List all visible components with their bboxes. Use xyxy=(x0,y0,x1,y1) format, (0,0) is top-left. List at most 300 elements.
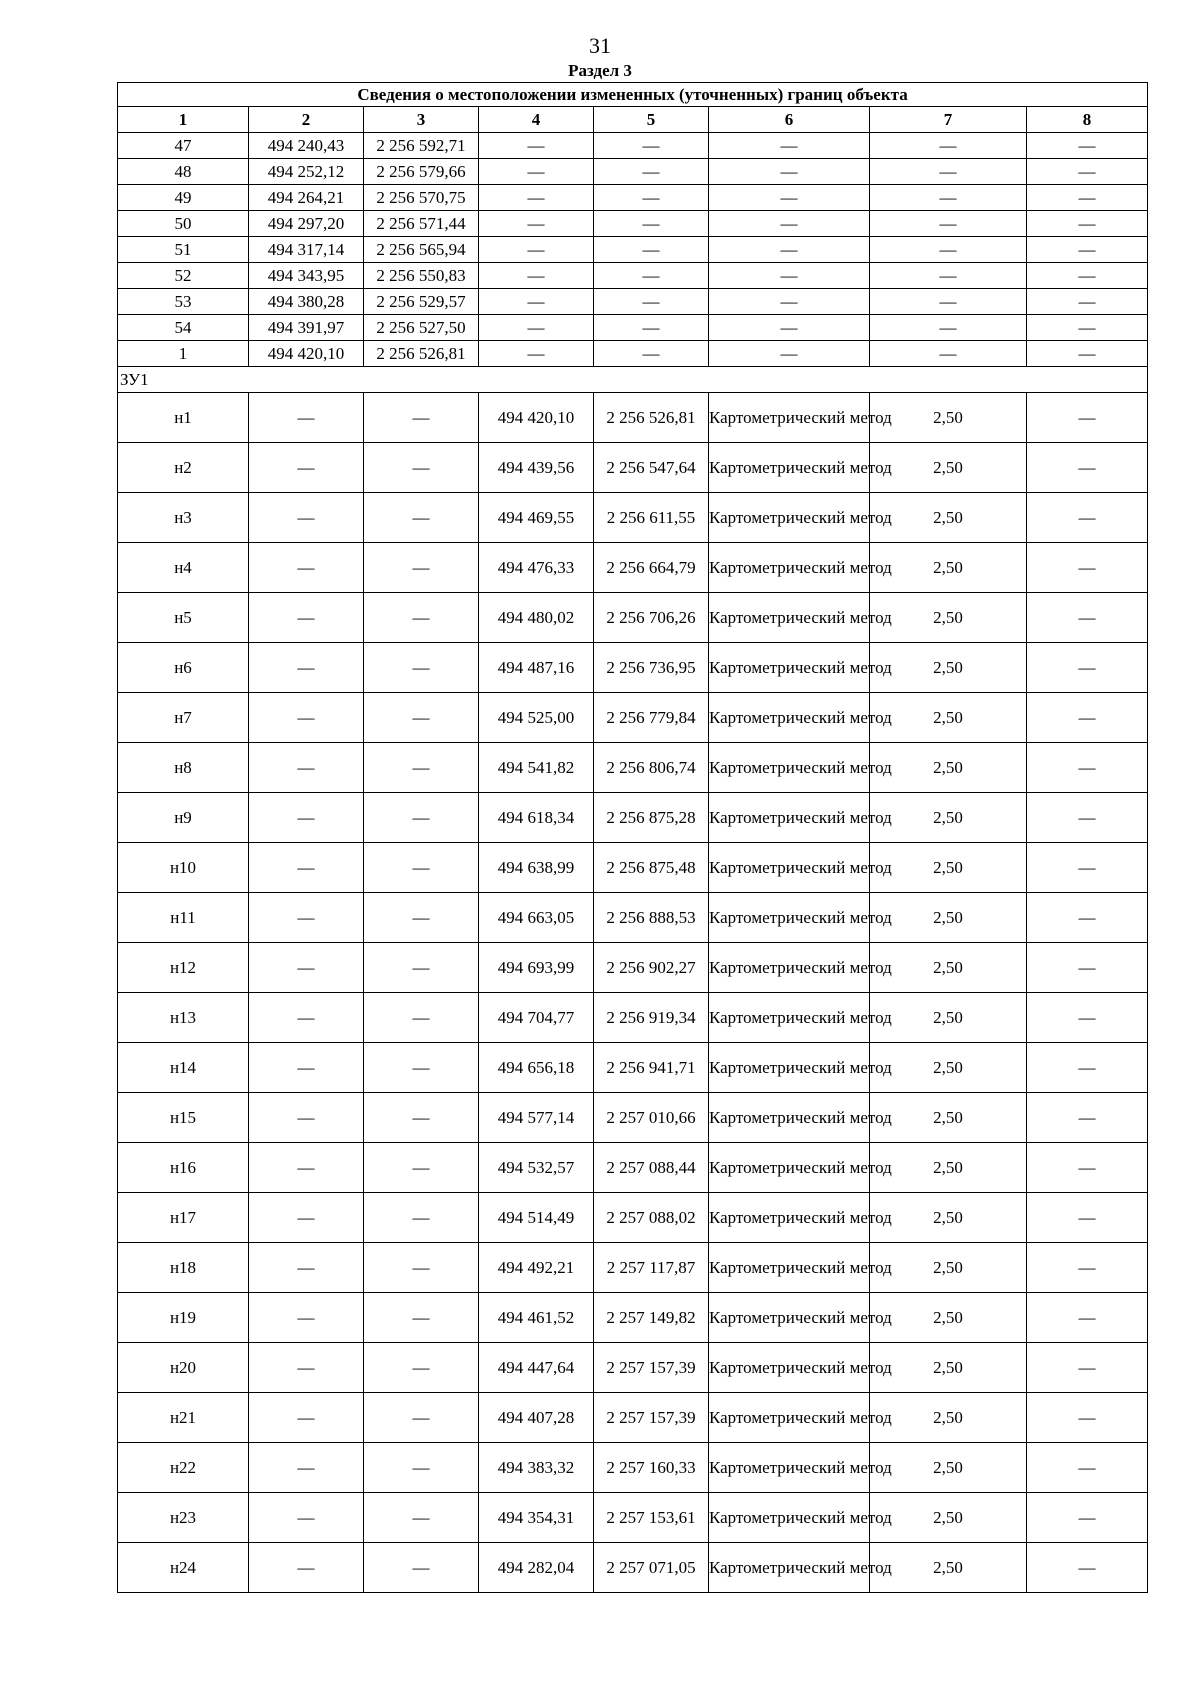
x-coordinate-cell: 494 525,00 xyxy=(479,693,594,743)
accuracy-cell: 2,50 xyxy=(870,1093,1027,1143)
y-coordinate-cell: 2 257 160,33 xyxy=(594,1443,709,1493)
empty-value-cell: — xyxy=(479,211,594,237)
method-cell: Картометрический метод xyxy=(709,1343,870,1393)
empty-value-cell: — xyxy=(594,315,709,341)
point-number-cell: 52 xyxy=(118,263,249,289)
point-number-cell: н14 xyxy=(118,1043,249,1093)
x-coordinate-cell: 494 487,16 xyxy=(479,643,594,693)
y-coordinate-cell: 2 257 071,05 xyxy=(594,1543,709,1593)
empty-value-cell: — xyxy=(1027,693,1148,743)
method-cell: Картометрический метод xyxy=(709,743,870,793)
empty-value-cell: — xyxy=(364,743,479,793)
y-coordinate-cell: 2 256 547,64 xyxy=(594,443,709,493)
empty-value-cell: — xyxy=(1027,1343,1148,1393)
method-cell: Картометрический метод xyxy=(709,1093,870,1143)
accuracy-cell: 2,50 xyxy=(870,1293,1027,1343)
table-row xyxy=(118,1543,1148,1593)
method-cell: Картометрический метод xyxy=(709,943,870,993)
y-coordinate-cell: 2 256 875,48 xyxy=(594,843,709,893)
accuracy-cell: 2,50 xyxy=(870,1493,1027,1543)
empty-value-cell: — xyxy=(479,237,594,263)
empty-value-cell: — xyxy=(1027,1293,1148,1343)
table-row xyxy=(118,1493,1148,1543)
empty-value-cell: — xyxy=(249,643,364,693)
table-row xyxy=(118,893,1148,943)
empty-value-cell: — xyxy=(249,843,364,893)
column-header: 2 xyxy=(249,107,364,133)
x-coordinate-cell: 494 532,57 xyxy=(479,1143,594,1193)
x-coordinate-cell: 494 407,28 xyxy=(479,1393,594,1443)
table-row xyxy=(118,443,1148,493)
empty-value-cell: — xyxy=(479,185,594,211)
method-cell: Картометрический метод xyxy=(709,1443,870,1493)
x-coordinate-cell: 494 514,49 xyxy=(479,1193,594,1243)
point-number-cell: н2 xyxy=(118,443,249,493)
empty-value-cell: — xyxy=(479,133,594,159)
x-coordinate-cell: 494 476,33 xyxy=(479,543,594,593)
column-header: 4 xyxy=(479,107,594,133)
x-coordinate-cell: 494 343,95 xyxy=(249,263,364,289)
empty-value-cell: — xyxy=(364,793,479,843)
method-cell: Картометрический метод xyxy=(709,793,870,843)
point-number-cell: н1 xyxy=(118,393,249,443)
y-coordinate-cell: 2 256 875,28 xyxy=(594,793,709,843)
point-number-cell: 47 xyxy=(118,133,249,159)
empty-value-cell: — xyxy=(364,543,479,593)
method-cell: Картометрический метод xyxy=(709,643,870,693)
empty-value-cell: — xyxy=(364,493,479,543)
table-caption: Сведения о местоположении измененных (уточненных) границ объекта xyxy=(118,83,1148,107)
y-coordinate-cell: 2 257 157,39 xyxy=(594,1343,709,1393)
empty-value-cell: — xyxy=(364,443,479,493)
empty-value-cell: — xyxy=(1027,185,1148,211)
empty-value-cell: — xyxy=(870,133,1027,159)
accuracy-cell: 2,50 xyxy=(870,1443,1027,1493)
y-coordinate-cell: 2 256 611,55 xyxy=(594,493,709,543)
empty-value-cell: — xyxy=(1027,237,1148,263)
table-header-row xyxy=(118,107,1148,133)
empty-value-cell: — xyxy=(249,1143,364,1193)
empty-value-cell: — xyxy=(594,133,709,159)
empty-value-cell: — xyxy=(479,289,594,315)
method-cell: Картометрический метод xyxy=(709,393,870,443)
x-coordinate-cell: 494 420,10 xyxy=(249,341,364,367)
x-coordinate-cell: 494 704,77 xyxy=(479,993,594,1043)
empty-value-cell: — xyxy=(1027,1043,1148,1093)
empty-value-cell: — xyxy=(1027,341,1148,367)
empty-value-cell: — xyxy=(249,1093,364,1143)
x-coordinate-cell: 494 618,34 xyxy=(479,793,594,843)
y-coordinate-cell: 2 256 592,71 xyxy=(364,133,479,159)
empty-value-cell: — xyxy=(1027,643,1148,693)
x-coordinate-cell: 494 469,55 xyxy=(479,493,594,543)
accuracy-cell: 2,50 xyxy=(870,893,1027,943)
empty-value-cell: — xyxy=(364,1143,479,1193)
table-row xyxy=(118,1193,1148,1243)
table-row xyxy=(118,1343,1148,1393)
zone-row xyxy=(118,367,1148,393)
empty-value-cell: — xyxy=(709,211,870,237)
empty-value-cell: — xyxy=(1027,1393,1148,1443)
empty-value-cell: — xyxy=(1027,793,1148,843)
point-number-cell: н5 xyxy=(118,593,249,643)
empty-value-cell: — xyxy=(364,1543,479,1593)
empty-value-cell: — xyxy=(870,211,1027,237)
method-cell: Картометрический метод xyxy=(709,493,870,543)
x-coordinate-cell: 494 638,99 xyxy=(479,843,594,893)
accuracy-cell: 2,50 xyxy=(870,493,1027,543)
empty-value-cell: — xyxy=(249,993,364,1043)
accuracy-cell: 2,50 xyxy=(870,743,1027,793)
x-coordinate-cell: 494 577,14 xyxy=(479,1093,594,1143)
point-number-cell: н21 xyxy=(118,1393,249,1443)
accuracy-cell: 2,50 xyxy=(870,943,1027,993)
table-row xyxy=(118,793,1148,843)
y-coordinate-cell: 2 256 806,74 xyxy=(594,743,709,793)
accuracy-cell: 2,50 xyxy=(870,643,1027,693)
point-number-cell: 49 xyxy=(118,185,249,211)
empty-value-cell: — xyxy=(249,543,364,593)
empty-value-cell: — xyxy=(1027,159,1148,185)
empty-value-cell: — xyxy=(1027,1443,1148,1493)
empty-value-cell: — xyxy=(870,237,1027,263)
method-cell: Картометрический метод xyxy=(709,693,870,743)
empty-value-cell: — xyxy=(479,159,594,185)
table-row xyxy=(118,743,1148,793)
table-row xyxy=(118,843,1148,893)
method-cell: Картометрический метод xyxy=(709,843,870,893)
empty-value-cell: — xyxy=(364,1343,479,1393)
empty-value-cell: — xyxy=(364,1393,479,1443)
empty-value-cell: — xyxy=(1027,993,1148,1043)
y-coordinate-cell: 2 256 571,44 xyxy=(364,211,479,237)
table-row xyxy=(118,643,1148,693)
y-coordinate-cell: 2 257 088,02 xyxy=(594,1193,709,1243)
empty-value-cell: — xyxy=(364,1243,479,1293)
accuracy-cell: 2,50 xyxy=(870,1043,1027,1093)
table-caption-row xyxy=(118,83,1148,107)
empty-value-cell: — xyxy=(1027,289,1148,315)
empty-value-cell: — xyxy=(870,263,1027,289)
column-header: 6 xyxy=(709,107,870,133)
y-coordinate-cell: 2 257 117,87 xyxy=(594,1243,709,1293)
table-row xyxy=(118,1043,1148,1093)
table-row xyxy=(118,211,1148,237)
table-row xyxy=(118,133,1148,159)
point-number-cell: н19 xyxy=(118,1293,249,1343)
method-cell: Картометрический метод xyxy=(709,1293,870,1343)
method-cell: Картометрический метод xyxy=(709,893,870,943)
empty-value-cell: — xyxy=(594,185,709,211)
section-title: Раздел 3 xyxy=(568,61,632,80)
empty-value-cell: — xyxy=(249,1193,364,1243)
table-row xyxy=(118,289,1148,315)
y-coordinate-cell: 2 256 570,75 xyxy=(364,185,479,211)
x-coordinate-cell: 494 541,82 xyxy=(479,743,594,793)
column-header: 8 xyxy=(1027,107,1148,133)
method-cell: Картометрический метод xyxy=(709,1243,870,1293)
point-number-cell: 53 xyxy=(118,289,249,315)
empty-value-cell: — xyxy=(364,393,479,443)
point-number-cell: н6 xyxy=(118,643,249,693)
y-coordinate-cell: 2 256 779,84 xyxy=(594,693,709,743)
accuracy-cell: 2,50 xyxy=(870,793,1027,843)
table-row xyxy=(118,237,1148,263)
method-cell: Картометрический метод xyxy=(709,1493,870,1543)
empty-value-cell: — xyxy=(249,1293,364,1343)
accuracy-cell: 2,50 xyxy=(870,1243,1027,1293)
y-coordinate-cell: 2 256 565,94 xyxy=(364,237,479,263)
x-coordinate-cell: 494 492,21 xyxy=(479,1243,594,1293)
empty-value-cell: — xyxy=(364,993,479,1043)
x-coordinate-cell: 494 693,99 xyxy=(479,943,594,993)
y-coordinate-cell: 2 256 526,81 xyxy=(364,341,479,367)
empty-value-cell: — xyxy=(709,133,870,159)
y-coordinate-cell: 2 257 157,39 xyxy=(594,1393,709,1443)
point-number-cell: н10 xyxy=(118,843,249,893)
empty-value-cell: — xyxy=(249,1243,364,1293)
table-row xyxy=(118,493,1148,543)
empty-value-cell: — xyxy=(1027,393,1148,443)
column-header: 7 xyxy=(870,107,1027,133)
empty-value-cell: — xyxy=(1027,315,1148,341)
column-header: 5 xyxy=(594,107,709,133)
empty-value-cell: — xyxy=(1027,743,1148,793)
x-coordinate-cell: 494 252,12 xyxy=(249,159,364,185)
empty-value-cell: — xyxy=(1027,943,1148,993)
x-coordinate-cell: 494 380,28 xyxy=(249,289,364,315)
empty-value-cell: — xyxy=(364,693,479,743)
method-cell: Картометрический метод xyxy=(709,993,870,1043)
table-row xyxy=(118,1393,1148,1443)
empty-value-cell: — xyxy=(1027,593,1148,643)
table-row xyxy=(118,593,1148,643)
point-number-cell: н20 xyxy=(118,1343,249,1393)
x-coordinate-cell: 494 282,04 xyxy=(479,1543,594,1593)
table-body xyxy=(118,83,1148,1593)
empty-value-cell: — xyxy=(249,1343,364,1393)
empty-value-cell: — xyxy=(709,341,870,367)
y-coordinate-cell: 2 256 941,71 xyxy=(594,1043,709,1093)
empty-value-cell: — xyxy=(249,693,364,743)
empty-value-cell: — xyxy=(249,443,364,493)
accuracy-cell: 2,50 xyxy=(870,543,1027,593)
empty-value-cell: — xyxy=(364,1493,479,1543)
method-cell: Картометрический метод xyxy=(709,593,870,643)
y-coordinate-cell: 2 256 736,95 xyxy=(594,643,709,693)
empty-value-cell: — xyxy=(364,1293,479,1343)
point-number-cell: 1 xyxy=(118,341,249,367)
y-coordinate-cell: 2 256 579,66 xyxy=(364,159,479,185)
point-number-cell: н8 xyxy=(118,743,249,793)
empty-value-cell: — xyxy=(709,185,870,211)
point-number-cell: н3 xyxy=(118,493,249,543)
empty-value-cell: — xyxy=(1027,1193,1148,1243)
point-number-cell: н4 xyxy=(118,543,249,593)
accuracy-cell: 2,50 xyxy=(870,443,1027,493)
point-number-cell: н7 xyxy=(118,693,249,743)
empty-value-cell: — xyxy=(1027,893,1148,943)
empty-value-cell: — xyxy=(249,493,364,543)
y-coordinate-cell: 2 256 550,83 xyxy=(364,263,479,289)
method-cell: Картометрический метод xyxy=(709,1193,870,1243)
point-number-cell: н18 xyxy=(118,1243,249,1293)
y-coordinate-cell: 2 256 529,57 xyxy=(364,289,479,315)
empty-value-cell: — xyxy=(1027,1543,1148,1593)
x-coordinate-cell: 494 317,14 xyxy=(249,237,364,263)
point-number-cell: н23 xyxy=(118,1493,249,1543)
empty-value-cell: — xyxy=(709,263,870,289)
empty-value-cell: — xyxy=(594,341,709,367)
empty-value-cell: — xyxy=(709,237,870,263)
method-cell: Картометрический метод xyxy=(709,1043,870,1093)
y-coordinate-cell: 2 256 902,27 xyxy=(594,943,709,993)
point-number-cell: н16 xyxy=(118,1143,249,1193)
empty-value-cell: — xyxy=(364,593,479,643)
empty-value-cell: — xyxy=(870,159,1027,185)
y-coordinate-cell: 2 256 664,79 xyxy=(594,543,709,593)
point-number-cell: н11 xyxy=(118,893,249,943)
empty-value-cell: — xyxy=(870,185,1027,211)
empty-value-cell: — xyxy=(1027,493,1148,543)
empty-value-cell: — xyxy=(594,211,709,237)
x-coordinate-cell: 494 391,97 xyxy=(249,315,364,341)
empty-value-cell: — xyxy=(249,743,364,793)
empty-value-cell: — xyxy=(1027,543,1148,593)
table-row xyxy=(118,341,1148,367)
point-number-cell: н17 xyxy=(118,1193,249,1243)
empty-value-cell: — xyxy=(249,1043,364,1093)
zone-label: ЗУ1 xyxy=(118,367,1148,393)
table-row xyxy=(118,993,1148,1043)
empty-value-cell: — xyxy=(364,643,479,693)
table-row xyxy=(118,185,1148,211)
table-row xyxy=(118,693,1148,743)
point-number-cell: н24 xyxy=(118,1543,249,1593)
x-coordinate-cell: 494 264,21 xyxy=(249,185,364,211)
table-row xyxy=(118,943,1148,993)
empty-value-cell: — xyxy=(249,1443,364,1493)
empty-value-cell: — xyxy=(364,1443,479,1493)
column-header: 1 xyxy=(118,107,249,133)
empty-value-cell: — xyxy=(364,843,479,893)
empty-value-cell: — xyxy=(1027,211,1148,237)
empty-value-cell: — xyxy=(1027,1143,1148,1193)
empty-value-cell: — xyxy=(870,315,1027,341)
empty-value-cell: — xyxy=(709,315,870,341)
y-coordinate-cell: 2 257 153,61 xyxy=(594,1493,709,1543)
y-coordinate-cell: 2 256 527,50 xyxy=(364,315,479,341)
accuracy-cell: 2,50 xyxy=(870,593,1027,643)
x-coordinate-cell: 494 420,10 xyxy=(479,393,594,443)
table-row xyxy=(118,1093,1148,1143)
empty-value-cell: — xyxy=(709,159,870,185)
empty-value-cell: — xyxy=(1027,133,1148,159)
empty-value-cell: — xyxy=(364,893,479,943)
y-coordinate-cell: 2 256 526,81 xyxy=(594,393,709,443)
x-coordinate-cell: 494 439,56 xyxy=(479,443,594,493)
method-cell: Картометрический метод xyxy=(709,1143,870,1193)
x-coordinate-cell: 494 480,02 xyxy=(479,593,594,643)
empty-value-cell: — xyxy=(1027,1093,1148,1143)
empty-value-cell: — xyxy=(249,793,364,843)
table-row xyxy=(118,1243,1148,1293)
empty-value-cell: — xyxy=(594,289,709,315)
empty-value-cell: — xyxy=(249,893,364,943)
method-cell: Картометрический метод xyxy=(709,543,870,593)
x-coordinate-cell: 494 297,20 xyxy=(249,211,364,237)
accuracy-cell: 2,50 xyxy=(870,843,1027,893)
empty-value-cell: — xyxy=(364,943,479,993)
empty-value-cell: — xyxy=(594,263,709,289)
accuracy-cell: 2,50 xyxy=(870,1543,1027,1593)
table-row xyxy=(118,315,1148,341)
empty-value-cell: — xyxy=(1027,1493,1148,1543)
point-number-cell: н22 xyxy=(118,1443,249,1493)
y-coordinate-cell: 2 257 088,44 xyxy=(594,1143,709,1193)
accuracy-cell: 2,50 xyxy=(870,393,1027,443)
point-number-cell: н9 xyxy=(118,793,249,843)
empty-value-cell: — xyxy=(870,289,1027,315)
table-row xyxy=(118,159,1148,185)
point-number-cell: 54 xyxy=(118,315,249,341)
empty-value-cell: — xyxy=(479,341,594,367)
empty-value-cell: — xyxy=(594,159,709,185)
table-row xyxy=(118,543,1148,593)
empty-value-cell: — xyxy=(249,1543,364,1593)
x-coordinate-cell: 494 663,05 xyxy=(479,893,594,943)
empty-value-cell: — xyxy=(1027,843,1148,893)
x-coordinate-cell: 494 656,18 xyxy=(479,1043,594,1093)
point-number-cell: н13 xyxy=(118,993,249,1043)
y-coordinate-cell: 2 257 010,66 xyxy=(594,1093,709,1143)
empty-value-cell: — xyxy=(364,1193,479,1243)
empty-value-cell: — xyxy=(364,1093,479,1143)
accuracy-cell: 2,50 xyxy=(870,993,1027,1043)
accuracy-cell: 2,50 xyxy=(870,1343,1027,1393)
point-number-cell: 48 xyxy=(118,159,249,185)
table-row xyxy=(118,1293,1148,1343)
point-number-cell: 51 xyxy=(118,237,249,263)
empty-value-cell: — xyxy=(1027,443,1148,493)
y-coordinate-cell: 2 257 149,82 xyxy=(594,1293,709,1343)
x-coordinate-cell: 494 354,31 xyxy=(479,1493,594,1543)
empty-value-cell: — xyxy=(709,289,870,315)
empty-value-cell: — xyxy=(249,1393,364,1443)
y-coordinate-cell: 2 256 888,53 xyxy=(594,893,709,943)
boundary-table xyxy=(117,82,1148,1593)
table-row xyxy=(118,263,1148,289)
x-coordinate-cell: 494 383,32 xyxy=(479,1443,594,1493)
empty-value-cell: — xyxy=(594,237,709,263)
table-row xyxy=(118,393,1148,443)
empty-value-cell: — xyxy=(249,943,364,993)
point-number-cell: 50 xyxy=(118,211,249,237)
accuracy-cell: 2,50 xyxy=(870,1393,1027,1443)
x-coordinate-cell: 494 240,43 xyxy=(249,133,364,159)
column-header: 3 xyxy=(364,107,479,133)
point-number-cell: н12 xyxy=(118,943,249,993)
y-coordinate-cell: 2 256 706,26 xyxy=(594,593,709,643)
empty-value-cell: — xyxy=(870,341,1027,367)
table-row xyxy=(118,1143,1148,1193)
accuracy-cell: 2,50 xyxy=(870,693,1027,743)
x-coordinate-cell: 494 447,64 xyxy=(479,1343,594,1393)
accuracy-cell: 2,50 xyxy=(870,1143,1027,1193)
empty-value-cell: — xyxy=(249,593,364,643)
y-coordinate-cell: 2 256 919,34 xyxy=(594,993,709,1043)
method-cell: Картометрический метод xyxy=(709,1393,870,1443)
